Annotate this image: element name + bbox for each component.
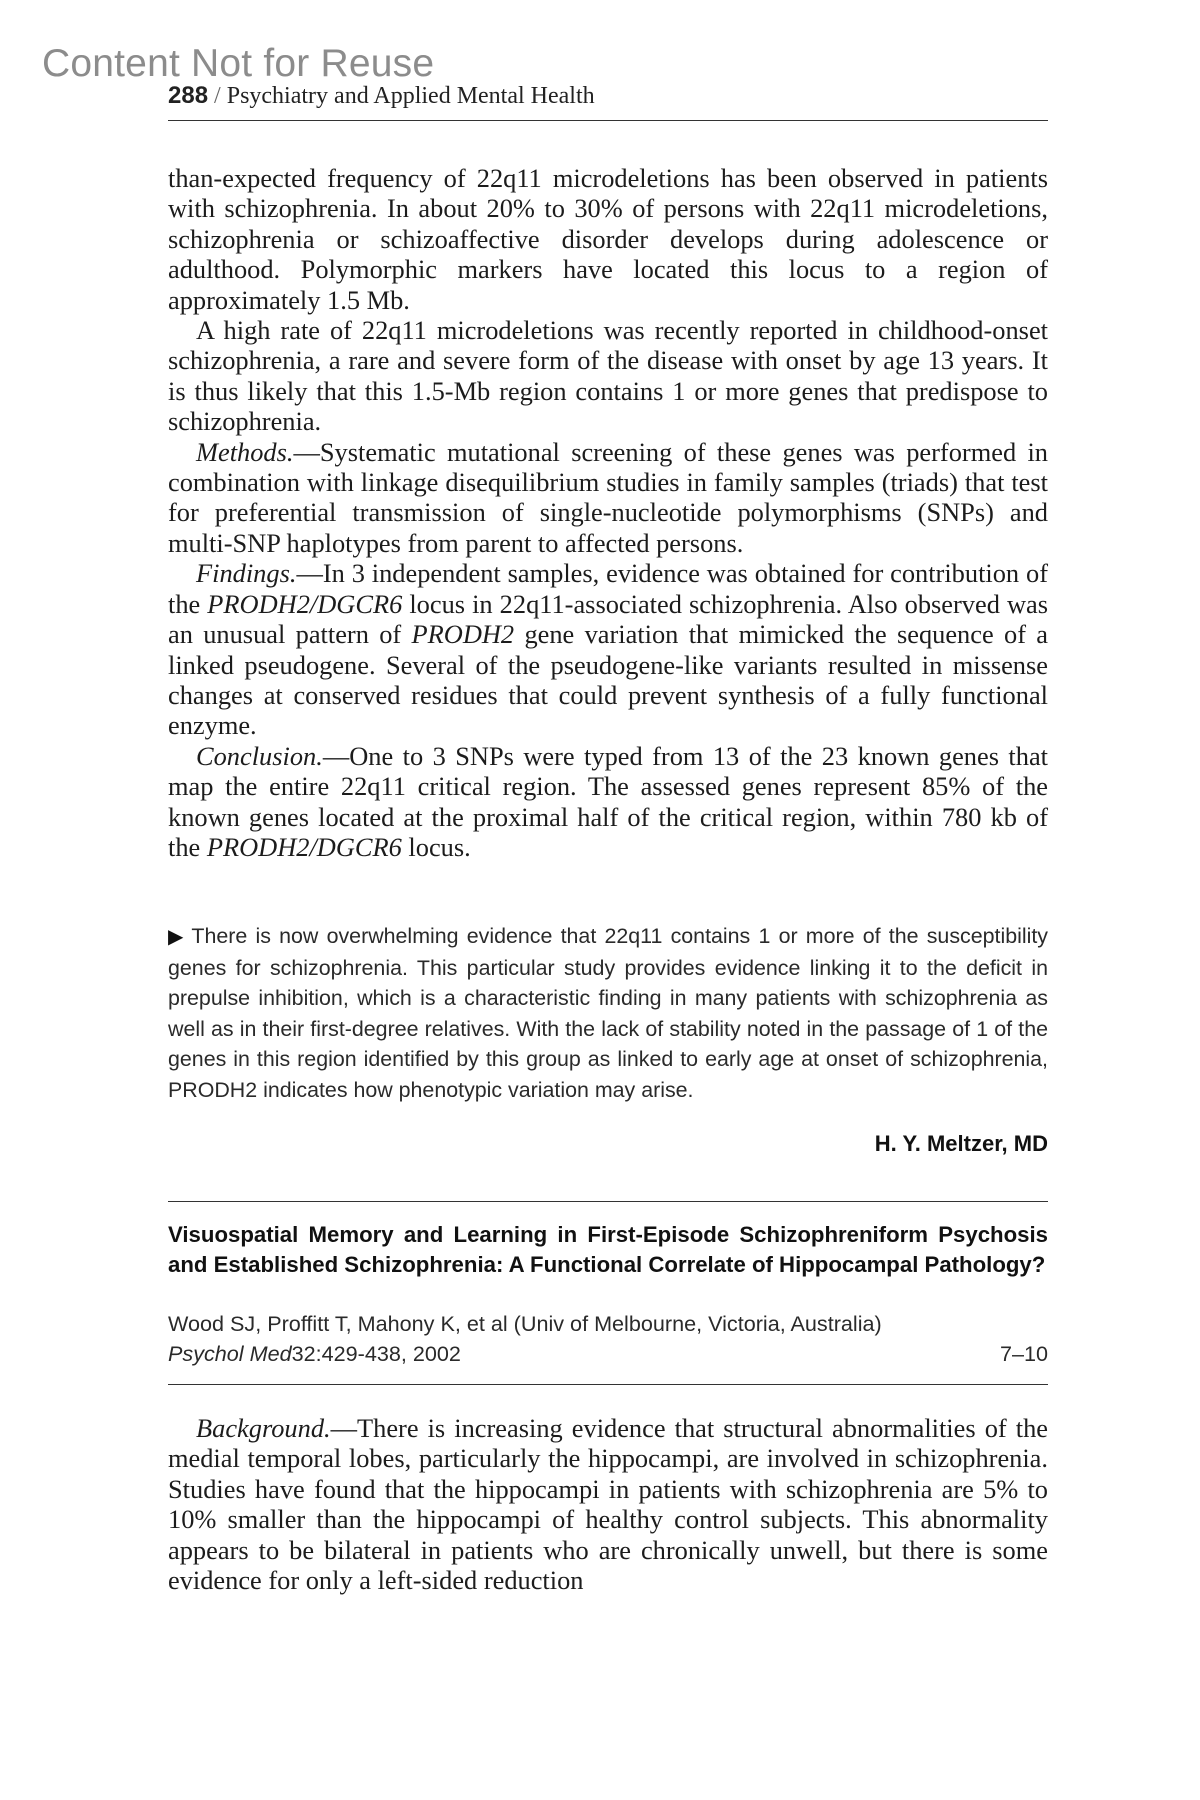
gene-name: PRODH2: [411, 619, 515, 650]
page-number: 288: [168, 82, 209, 109]
paragraph-2: A high rate of 22q11 microdeletions was recently reported in childhood-onset schizophrenia, a rare and severe form of the disease with onset by age 13 years. It is thus likely that this 1.5-Mb region contains 1 or more genes that predispose to schizophrenia.: [168, 315, 1048, 437]
commentator-signature: H. Y. Meltzer, MD: [874, 1131, 1048, 1156]
methods-label: Methods.: [196, 436, 294, 467]
running-head: [168, 82, 1048, 110]
methods-text: —Systematic mutational screening of these genes was performed in combination with linkage disequilibrium studies in family samples (triads) that test for preferential transmission of single-nucleotide polymorphisms (SNPs) and multi-SNP haplotypes from parent to affected persons.: [168, 436, 1048, 558]
article2-authors: Wood SJ, Proffitt T, Mahony K, et al (Univ of Melbourne, Victoria, Australia): [168, 1311, 882, 1336]
citation-rule: [168, 1384, 1048, 1385]
findings-label: Findings.: [196, 558, 297, 589]
conclusion-text-2: locus.: [401, 831, 471, 862]
article2-volume-pages: 32:429-438, 2002: [291, 1341, 461, 1366]
commentary-paragraph: [168, 921, 1048, 1106]
gene-name: PRODH2/DGCR6: [206, 831, 402, 862]
findings-text-2: locus in 22q11-associated schizophrenia. Also observed was an unusual pattern of: [168, 588, 1048, 650]
triangle-bullet-icon: ▶: [168, 926, 184, 948]
watermark: Content Not for Reuse: [42, 42, 435, 85]
gene-name: PRODH2/DGCR6: [207, 588, 403, 619]
continuation-paragraph: than-expected frequency of 22q11 microdeletions has been observed in patients with schizophrenia. In about 20% to 30% of persons with 22q11 microdeletions, schizophrenia or schizoaffective disorder develops during adolescence or adulthood. Polymorphic markers have located this locus to a region of approximately 1.5 Mb.: [168, 163, 1048, 315]
slash-separator: /: [214, 83, 221, 109]
commentary: [168, 921, 1048, 1106]
commentary-text: There is now overwhelming evidence that 22q11 contains 1 or more of the susceptibility genes for schizophrenia. This particular study provides evidence linking it to the deficit in prepulse inhibition, which is a characteristic finding in many patients with schizophrenia as well as in their first-degree relatives. With the lack of stability noted in the passage of 1 of the genes in this region identified by this group as linked to early age at onset of schizophrenia, PRODH2 indicates how phenotypic variation may arise.: [168, 924, 1048, 1102]
journal-title: Psychiatry and Applied Mental Health: [226, 83, 595, 109]
article2-citation: [168, 1339, 1048, 1369]
findings-text-3: gene variation that mimicked the sequence of a linked pseudogene. Several of the pseudogene-like variants resulted in missense changes at conserved residues that could prevent synthesis of a fully functional enzyme.: [168, 619, 1049, 741]
article2-journal: Psychol Med: [168, 1341, 292, 1366]
article2-title: Visuospatial Memory and Learning in First-Episode Schizophreniform Psychosis and Established Schizophrenia: A Functional Correlate of Hippocampal Pathology?: [168, 1222, 1048, 1277]
article2-abstract: [168, 1413, 1048, 1595]
findings-text-1: —In 3 independent samples, evidence was obtained for contribution of the: [168, 558, 1048, 619]
conclusion-paragraph: [168, 741, 1048, 863]
conclusion-text-1: —One to 3 SNPs were typed from 13 of the 23 known genes that map the entire 22q11 critical region. The assessed genes represent 85% of the known genes located at the proximal half of the critical region, within 780 kb of the: [168, 740, 1048, 862]
background-text: —There is increasing evidence that structural abnormalities of the medial temporal lobes, particularly the hippocampi, are involved in schizophrenia. Studies have found that the hippocampi in patients with schizophrenia are 5% to 10% smaller than the hippocampi of healthy control subjects. This abnormality appears to be bilateral in patients who are chronically unwell, but there is some evidence for only a left-sided reduction: [168, 1413, 1048, 1596]
background-paragraph: [168, 1413, 1048, 1595]
background-label: Background.: [196, 1413, 331, 1443]
article2-code: 7–10: [999, 1341, 1048, 1366]
article-separator-rule: [168, 1201, 1048, 1202]
findings-paragraph: [168, 558, 1048, 740]
article1-abstract: [168, 163, 1048, 862]
methods-paragraph: [168, 437, 1048, 559]
conclusion-label: Conclusion.: [196, 740, 323, 771]
header-rule: [168, 120, 1048, 121]
